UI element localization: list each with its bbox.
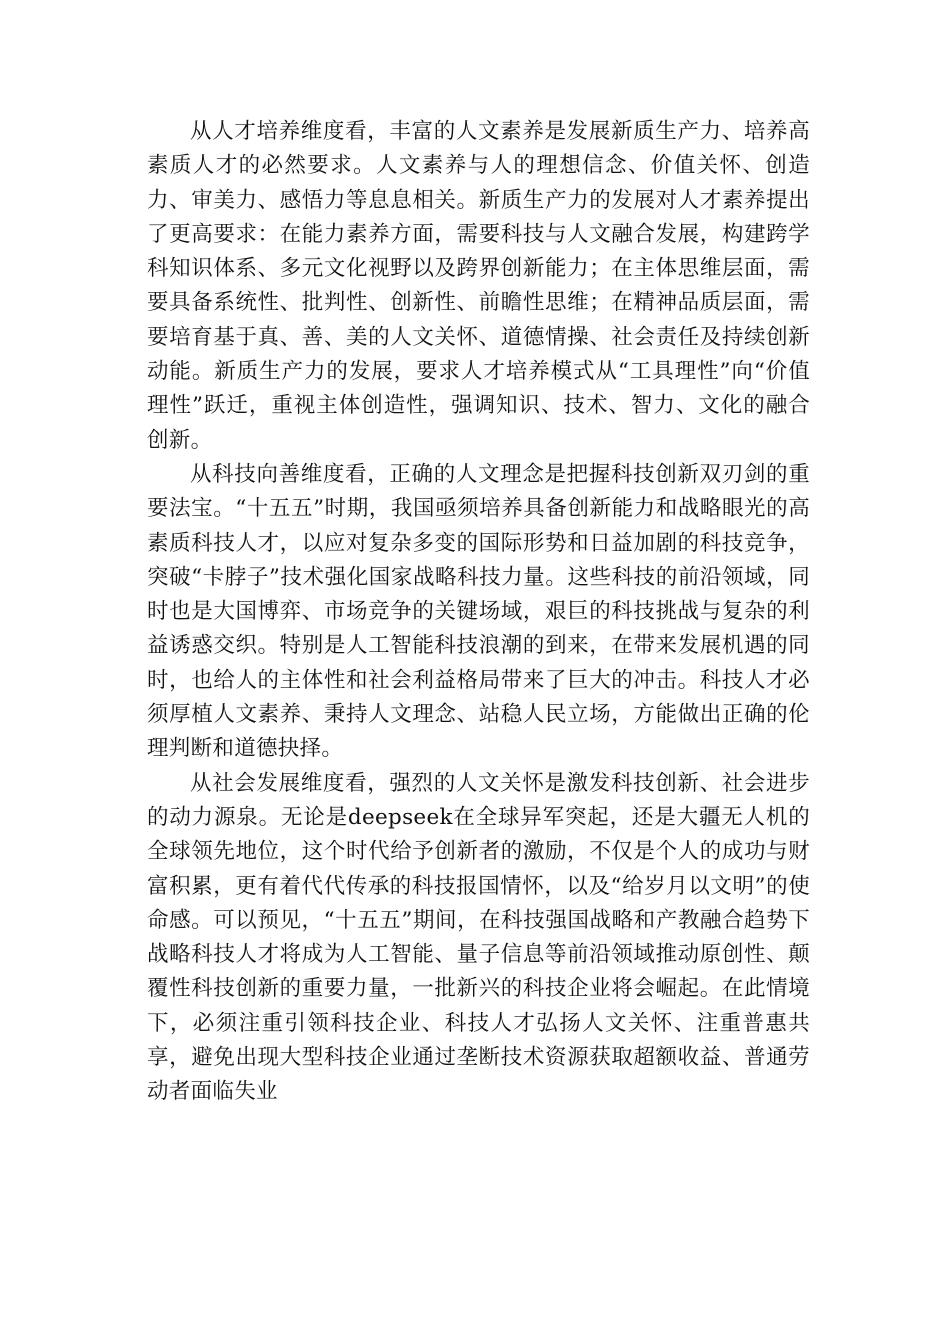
body-text (147, 115, 810, 1110)
paragraph-tech-for-good: 从科技向善维度看，正确的人文理念是把握科技创新双刃剑的重要法宝。“十五五”时期，我国亟须培养具备创新能力和战略眼光的高素质科技人才，以应对复杂多变的国际形势和日益加剧的科技竞争，突破“卡脖子”技术强化国家战略科技力量。这些科技的前沿领域，同时也是大国博弈、市场竞争的关键场域，艰巨的科技挑战与复杂的利益诱惑交织。特别是人工智能科技浪潮的到来，在带来发展机遇的同时，也给人的主体性和社会利益格局带来了巨大的冲击。科技人才必须厚植人文素养、秉持人文理念、站稳人民立场，方能做出正确的伦理判断和道德抉择。 (147, 461, 810, 762)
paragraph-talent-cultivation: 从人才培养维度看，丰富的人文素养是发展新质生产力、培养高素质人才的必然要求。人文素养与人的理想信念、价值关怀、创造力、审美力、感悟力等息息相关。新质生产力的发展对人才素养提出了更高要求：在能力素养方面，需要科技与人文融合发展，构建跨学科知识体系、多元文化视野以及跨界创新能力；在主体思维层面，需要具备系统性、批判性、创新性、前瞻性思维；在精神品质层面，需要培育基于真、善、美的人文关怀、道德情操、社会责任及持续创新动能。新质生产力的发展，要求人才培养模式从“工具理性”向“价值理性”跃迁，重视主体创造性，强调知识、技术、智力、文化的融合创新。 (147, 119, 810, 453)
paragraph-social-development: 从社会发展维度看，强烈的人文关怀是激发科技创新、社会进步的动力源泉。无论是deepseek在全球异军突起，还是大疆无人机的全球领先地位，这个时代给予创新者的激励，不仅是个人的成功与财富积累，更有着代代传承的科技报国情怀，以及“给岁月以文明”的使命感。可以预见，“十五五”期间，在科技强国战略和产教融合趋势下战略科技人才将成为人工智能、量子信息等前沿领域推动原创性、颠覆性科技创新的重要力量，一批新兴的科技企业将会崛起。在此情境下，必须注重引领科技企业、科技人才弘扬人文关怀、注重普惠共享，避免出现大型科技企业通过垄断技术资源获取超额收益、普通劳动者面临失业 (147, 770, 810, 1105)
